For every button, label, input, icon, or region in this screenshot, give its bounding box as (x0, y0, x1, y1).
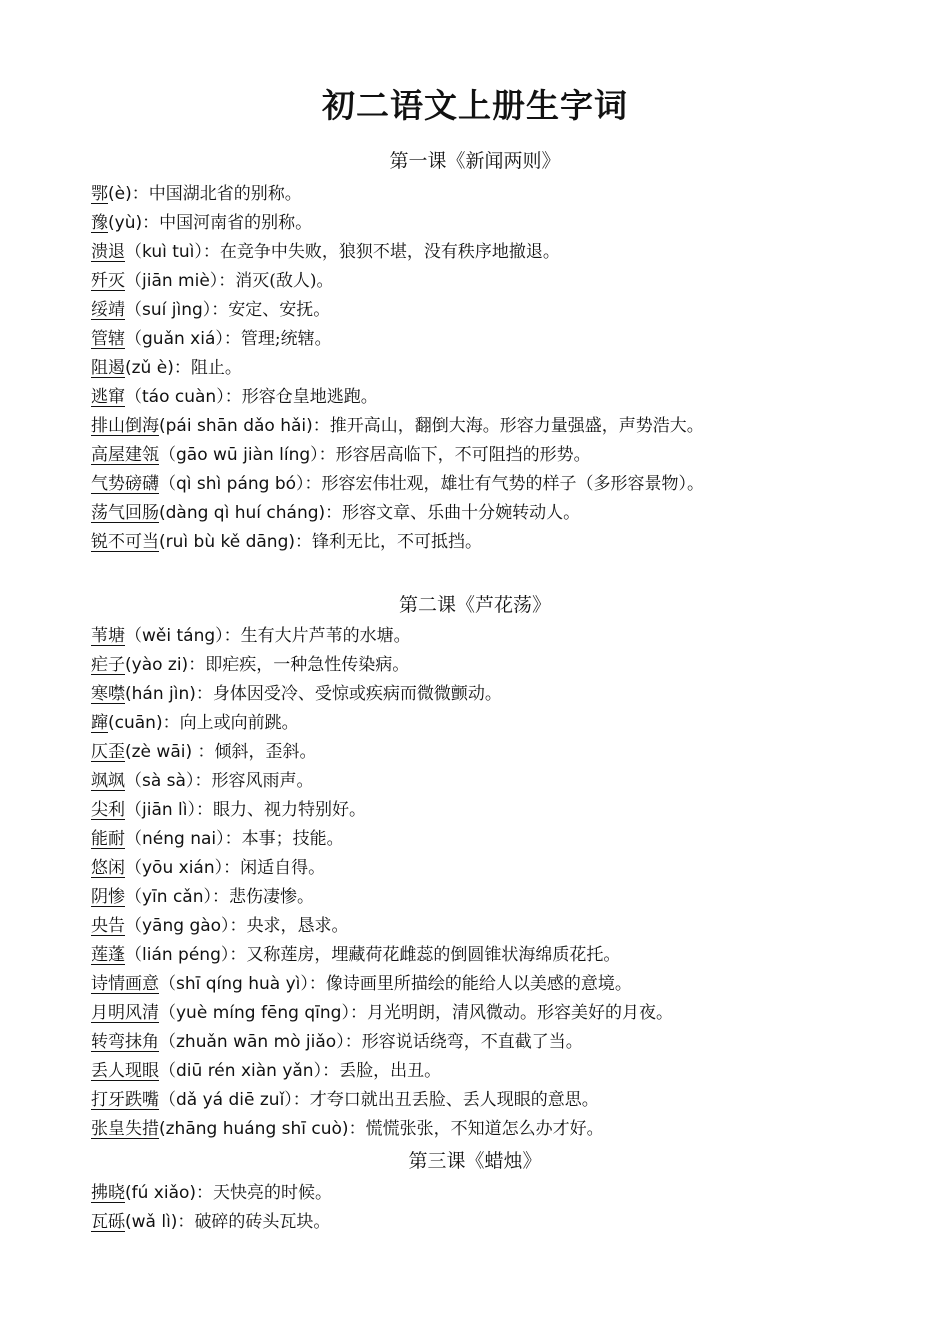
vocab-pinyin: (zhāng huáng shī cuò)： (159, 1119, 366, 1139)
vocab-definition: 天快亮的时候。 (213, 1183, 333, 1203)
vocab-pinyin: （yāng gào）： (125, 916, 247, 936)
vocab-term: 溃退 (91, 242, 125, 262)
vocab-entry (91, 970, 930, 999)
vocab-pinyin: （wěi táng）： (125, 626, 241, 646)
vocab-entry (91, 854, 930, 883)
section-heading: 第一课《新闻两则》 (389, 150, 561, 172)
vocab-definition: 像诗画里所描绘的能给人以美感的意境。 (325, 974, 632, 994)
vocab-pinyin: （diū rén xiàn yǎn）： (159, 1061, 340, 1081)
vocab-definition: 悲伤凄惨。 (229, 887, 315, 907)
vocab-list (91, 622, 930, 1144)
vocab-entry (91, 180, 930, 209)
vocab-pinyin: （sà sà）： (125, 771, 212, 791)
vocab-definition: 生有大片芦苇的水塘。 (240, 626, 411, 646)
vocab-term: 央告 (91, 916, 125, 936)
vocab-definition: 形容说话绕弯，不直截了当。 (361, 1032, 583, 1052)
vocab-pinyin: (hán jìn)： (125, 684, 213, 704)
vocab-pinyin: （shī qíng huà yì）： (159, 974, 326, 994)
vocab-entry (91, 912, 930, 941)
vocab-definition: 推开高山，翻倒大海。形容力量强盛，声势浩大。 (329, 416, 704, 436)
vocab-entry (91, 354, 930, 383)
vocab-term: 悠闲 (91, 858, 125, 878)
vocab-entry (91, 1115, 930, 1144)
vocab-definition: 阻止。 (190, 358, 242, 378)
vocab-pinyin: （jiān lì）： (125, 800, 213, 820)
vocab-pinyin: （jiān miè）： (125, 271, 236, 291)
vocab-definition: 丢脸，出丑。 (339, 1061, 442, 1081)
vocab-pinyin: (fú xiǎo)： (125, 1183, 214, 1203)
vocab-term: 苇塘 (91, 626, 125, 646)
vocab-entry (91, 470, 930, 499)
section-heading: 第二课《芦花荡》 (398, 594, 551, 616)
vocab-pinyin: (dàng qì huí cháng)： (159, 503, 343, 523)
vocab-term: 排山倒海 (91, 416, 159, 436)
vocab-term: 寒噤 (91, 684, 125, 704)
vocab-entry (91, 651, 930, 680)
vocab-term: 气势磅礴 (91, 474, 159, 494)
vocab-definition: 本事；技能。 (241, 829, 344, 849)
vocab-entry (91, 238, 930, 267)
vocab-pinyin: （yīn cǎn）： (125, 887, 230, 907)
vocab-entry (91, 412, 930, 441)
vocab-pinyin: （guǎn xiá）： (125, 329, 241, 349)
vocab-entry (91, 738, 930, 767)
vocab-definition: 在竞争中失败，狼狈不堪，没有秩序地撤退。 (219, 242, 560, 262)
vocab-pinyin: （suí jìng）： (125, 300, 229, 320)
vocab-entry (91, 325, 930, 354)
vocab-entry (91, 1179, 930, 1208)
vocab-entry (91, 209, 930, 238)
vocab-pinyin: （táo cuàn）： (125, 387, 242, 407)
vocab-definition: 形容居高临下，不可阻挡的形势。 (335, 445, 591, 465)
vocab-definition: 安定、安抚。 (228, 300, 331, 320)
vocab-list (91, 180, 930, 557)
vocab-definition: 才夸口就出丑丢脸、丢人现眼的意思。 (309, 1090, 599, 1110)
vocab-term: 疟子 (91, 655, 125, 675)
vocab-pinyin: (wǎ lì)： (125, 1212, 195, 1232)
vocab-entry (91, 267, 930, 296)
vocab-entry (91, 383, 930, 412)
vocab-term: 管辖 (91, 329, 125, 349)
vocab-definition: 慌慌张张，不知道怎么办才好。 (365, 1119, 604, 1139)
vocab-definition: 锋利无比，不可抵挡。 (312, 532, 482, 552)
vocab-pinyin: （kuì tuì）： (125, 242, 220, 262)
vocab-definition: 管理;统辖。 (240, 329, 332, 349)
vocab-pinyin: （zhuǎn wān mò jiǎo）： (159, 1032, 362, 1052)
vocab-term: 逃窜 (91, 387, 125, 407)
vocab-definition: 向上或向前跳。 (179, 713, 299, 733)
vocab-definition: 倾斜，歪斜。 (214, 742, 317, 762)
document-title: 初二语文上册生字词 (322, 86, 628, 125)
vocab-pinyin: (pái shān dǎo hǎi)： (159, 416, 330, 436)
vocab-definition: 身体因受冷、受惊或疾病而微微颤动。 (212, 684, 502, 704)
vocab-term: 张皇失措 (91, 1119, 159, 1139)
vocab-term: 高屋建瓴 (91, 445, 159, 465)
vocab-term: 阻遏 (91, 358, 125, 378)
vocab-definition: 又称莲房，埋藏荷花雌蕊的倒圆锥状海绵质花托。 (246, 945, 621, 965)
vocab-pinyin: （gāo wū jiàn líng）： (159, 445, 336, 465)
vocab-entry (91, 441, 930, 470)
vocab-term: 能耐 (91, 829, 125, 849)
vocab-term: 鄂 (91, 184, 108, 204)
vocab-term: 仄歪 (91, 742, 125, 762)
vocab-entry (91, 767, 930, 796)
vocab-entry (91, 622, 930, 651)
vocab-definition: 中国湖北省的别称。 (148, 184, 302, 204)
vocab-entry (91, 1086, 930, 1115)
vocab-term: 绥靖 (91, 300, 125, 320)
vocab-term: 瓦砾 (91, 1212, 125, 1232)
vocab-term: 月明风清 (91, 1003, 159, 1023)
vocab-term: 转弯抹角 (91, 1032, 159, 1052)
vocab-term: 诗情画意 (91, 974, 159, 994)
vocab-entry (91, 999, 930, 1028)
vocab-pinyin: （qì shì páng bó）： (159, 474, 322, 494)
vocab-entry (91, 1057, 930, 1086)
vocab-term: 拂晓 (91, 1183, 125, 1203)
vocab-entry (91, 883, 930, 912)
vocab-term: 锐不可当 (91, 532, 159, 552)
vocab-term: 丢人现眼 (91, 1061, 159, 1081)
vocab-definition: 破碎的砖头瓦块。 (194, 1212, 331, 1232)
vocab-pinyin: (è)： (108, 184, 149, 204)
vocab-term: 荡气回肠 (91, 503, 159, 523)
vocab-entry (91, 296, 930, 325)
vocab-list (91, 1179, 930, 1237)
section-heading: 第三课《蜡烛》 (408, 1150, 542, 1172)
vocab-entry (91, 796, 930, 825)
vocab-pinyin: (zǔ è)： (125, 358, 191, 378)
vocab-definition: 中国河南省的别称。 (159, 213, 313, 233)
vocab-pinyin: （lián péng）： (125, 945, 247, 965)
vocab-term: 蹿 (91, 713, 108, 733)
vocab-term: 歼灭 (91, 271, 125, 291)
vocab-definition: 形容宏伟壮观，雄壮有气势的样子（多形容景物）。 (321, 474, 705, 494)
vocab-entry (91, 709, 930, 738)
vocab-pinyin: (yù)： (108, 213, 160, 233)
vocab-pinyin: (zè wāi) ： (125, 742, 215, 762)
vocab-pinyin: (cuān)： (108, 713, 180, 733)
vocab-definition: 闲适自得。 (240, 858, 326, 878)
vocab-term: 莲蓬 (91, 945, 125, 965)
vocab-term: 阴惨 (91, 887, 125, 907)
vocab-entry (91, 1208, 930, 1237)
vocab-definition: 眼力、视力特别好。 (213, 800, 366, 820)
vocab-entry (91, 499, 930, 528)
vocab-term: 飒飒 (91, 771, 125, 791)
vocab-definition: 形容文章、乐曲十分婉转动人。 (342, 503, 581, 523)
vocab-pinyin: （yuè míng fēng qīng）： (159, 1003, 367, 1023)
vocab-entry (91, 680, 930, 709)
vocab-definition: 月光明朗，清风微动。形容美好的月夜。 (366, 1003, 673, 1023)
vocab-pinyin: (ruì bù kě dāng)： (159, 532, 312, 552)
vocab-definition: 即疟疾，一种急性传染病。 (205, 655, 410, 675)
vocab-entry (91, 1028, 930, 1057)
vocab-entry (91, 941, 930, 970)
vocab-pinyin: （dǎ yá diē zuǐ）： (159, 1090, 310, 1110)
vocab-pinyin: （yōu xián）： (125, 858, 241, 878)
vocab-definition: 形容仓皇地逃跑。 (241, 387, 378, 407)
vocab-definition: 形容风雨声。 (211, 771, 314, 791)
vocab-term: 打牙跌嘴 (91, 1090, 159, 1110)
vocab-entry (91, 528, 930, 557)
vocab-definition: 消灭(敌人)。 (235, 271, 334, 291)
vocab-term: 尖利 (91, 800, 125, 820)
vocab-pinyin: (yào zi)： (125, 655, 206, 675)
vocab-term: 豫 (91, 213, 108, 233)
vocab-definition: 央求，恳求。 (246, 916, 349, 936)
vocab-entry (91, 825, 930, 854)
vocab-pinyin: （néng nai）： (125, 829, 242, 849)
